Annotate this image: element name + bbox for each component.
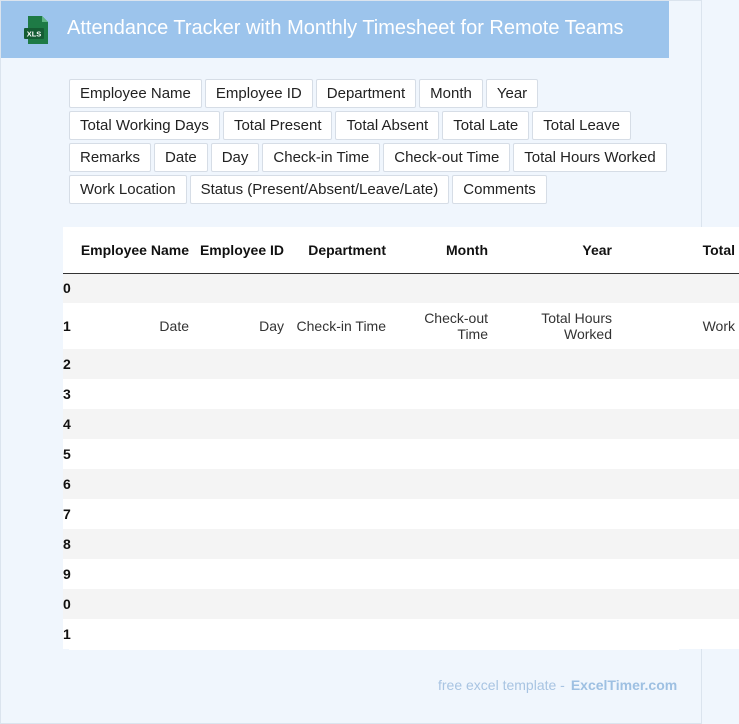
table-cell[interactable] (193, 589, 288, 619)
table-row (63, 559, 739, 589)
field-chip[interactable]: Month (419, 79, 483, 108)
table-cell[interactable] (616, 529, 739, 559)
field-chip[interactable]: Department (316, 79, 416, 108)
row-number: 0 (63, 589, 75, 619)
table-cell[interactable] (193, 349, 288, 379)
table-cell[interactable] (390, 409, 492, 439)
table-row (63, 349, 739, 379)
table-cell[interactable] (616, 273, 739, 303)
table-cell[interactable]: Work (616, 303, 739, 349)
row-number: 9 (63, 559, 75, 589)
title-bar (1, 1, 669, 58)
table-row (63, 529, 739, 559)
table-row (63, 589, 739, 619)
table-cell[interactable] (390, 529, 492, 559)
table-row (63, 379, 739, 409)
field-chip-list (69, 79, 689, 204)
table-cell[interactable] (492, 273, 616, 303)
table-cell[interactable] (616, 409, 739, 439)
field-chip[interactable]: Total Late (442, 111, 529, 140)
table-cell[interactable] (193, 469, 288, 499)
table-cell[interactable] (193, 409, 288, 439)
table-cell[interactable] (193, 559, 288, 589)
table-cell[interactable] (492, 559, 616, 589)
row-number: 5 (63, 439, 75, 469)
table-cell[interactable] (193, 529, 288, 559)
table-cell[interactable] (390, 619, 492, 649)
table-cell[interactable] (193, 619, 288, 649)
table-row (63, 409, 739, 439)
row-number: 1 (63, 619, 75, 649)
table-cell[interactable] (75, 559, 193, 589)
table-cell[interactable] (75, 379, 193, 409)
table-cell[interactable] (492, 529, 616, 559)
table-cell[interactable] (616, 499, 739, 529)
table-cell[interactable] (492, 619, 616, 649)
field-chip[interactable]: Check-out Time (383, 143, 510, 172)
field-chip[interactable]: Total Working Days (69, 111, 220, 140)
table-cell[interactable] (492, 349, 616, 379)
table-cell[interactable] (288, 439, 390, 469)
table-cell[interactable] (390, 273, 492, 303)
field-chip[interactable]: Employee ID (205, 79, 313, 108)
footer-text: free excel template - (438, 677, 565, 693)
table-cell[interactable] (288, 499, 390, 529)
table-cell[interactable] (390, 589, 492, 619)
table-cell[interactable] (390, 379, 492, 409)
field-chip[interactable]: Total Present (223, 111, 333, 140)
table-cell[interactable] (492, 589, 616, 619)
table-cell[interactable] (492, 439, 616, 469)
table-row (63, 499, 739, 529)
table-cell[interactable]: Date (75, 303, 193, 349)
table-cell[interactable] (492, 499, 616, 529)
table-cell[interactable]: Check-out Time (390, 303, 492, 349)
table-cell[interactable] (75, 529, 193, 559)
table-cell[interactable] (288, 273, 390, 303)
field-chip[interactable]: Total Absent (335, 111, 439, 140)
field-chip[interactable]: Date (154, 143, 208, 172)
row-number-header (63, 227, 75, 273)
table-cell[interactable] (492, 379, 616, 409)
row-number: 2 (63, 349, 75, 379)
table-cell[interactable] (75, 273, 193, 303)
column-header: Year (492, 227, 616, 273)
table-cell[interactable] (288, 349, 390, 379)
table-cell[interactable] (288, 559, 390, 589)
table-cell[interactable] (390, 349, 492, 379)
table-cell[interactable] (492, 469, 616, 499)
table-cell[interactable] (616, 619, 739, 649)
field-chip[interactable]: Year (486, 79, 538, 108)
table-cell[interactable] (288, 469, 390, 499)
column-header: Employee ID (193, 227, 288, 273)
table-cell[interactable] (75, 589, 193, 619)
table-row (63, 303, 739, 349)
table-cell[interactable]: Total Hours Worked (492, 303, 616, 349)
table-cell[interactable] (75, 439, 193, 469)
table-cell[interactable] (390, 499, 492, 529)
table-cell[interactable] (193, 273, 288, 303)
row-number: 0 (63, 273, 75, 303)
table-cell[interactable] (390, 439, 492, 469)
page-title: Attendance Tracker with Monthly Timesheet for Remote Teams (67, 17, 624, 39)
field-chip[interactable]: Check-in Time (262, 143, 380, 172)
table-cell[interactable] (193, 499, 288, 529)
table-row (63, 469, 739, 499)
table-cell[interactable] (616, 349, 739, 379)
column-header: Total (616, 227, 739, 273)
footer (438, 677, 677, 693)
table-cell[interactable] (288, 619, 390, 649)
table-cell[interactable] (193, 379, 288, 409)
field-chip[interactable]: Remarks (69, 143, 151, 172)
field-chip[interactable]: Total Hours Worked (513, 143, 666, 172)
row-number: 6 (63, 469, 75, 499)
table-cell[interactable] (492, 409, 616, 439)
row-number: 1 (63, 303, 75, 349)
table-cell[interactable] (616, 379, 739, 409)
table-row (63, 439, 739, 469)
table-cell[interactable] (616, 469, 739, 499)
field-chip[interactable]: Day (211, 143, 260, 172)
table-cell[interactable] (75, 409, 193, 439)
table-cell[interactable] (288, 529, 390, 559)
table-cell[interactable] (390, 559, 492, 589)
table-cell[interactable]: Check-in Time (288, 303, 390, 349)
table-cell[interactable] (616, 589, 739, 619)
table-row (63, 619, 739, 649)
field-chip[interactable]: Work Location (69, 175, 187, 204)
row-number: 7 (63, 499, 75, 529)
field-chip[interactable]: Comments (452, 175, 547, 204)
table-header-row (63, 227, 739, 273)
table-cell[interactable] (288, 409, 390, 439)
column-header: Month (390, 227, 492, 273)
excel-file-icon (21, 14, 53, 46)
table-cell[interactable] (75, 469, 193, 499)
table-cell[interactable] (390, 469, 492, 499)
field-chip[interactable]: Total Leave (532, 111, 631, 140)
footer-brand-link[interactable]: ExcelTimer.com (570, 677, 678, 693)
table-row (63, 273, 739, 303)
column-header: Department (288, 227, 390, 273)
row-number: 4 (63, 409, 75, 439)
table-cell[interactable] (75, 499, 193, 529)
row-number: 8 (63, 529, 75, 559)
xls-icon-label: XLS (26, 29, 42, 39)
table-body (63, 273, 739, 649)
table-cell[interactable] (288, 589, 390, 619)
table-cell[interactable] (75, 619, 193, 649)
table-cell[interactable]: Day (193, 303, 288, 349)
table-cell[interactable] (616, 439, 739, 469)
row-number: 3 (63, 379, 75, 409)
table-cell[interactable] (288, 379, 390, 409)
column-header: Employee Name (75, 227, 193, 273)
field-chip[interactable]: Status (Present/Absent/Leave/Late) (190, 175, 450, 204)
table-cell[interactable] (193, 439, 288, 469)
table-cell[interactable] (75, 349, 193, 379)
field-chip[interactable]: Employee Name (69, 79, 202, 108)
timesheet-table (63, 227, 735, 650)
table-cell[interactable] (616, 559, 739, 589)
